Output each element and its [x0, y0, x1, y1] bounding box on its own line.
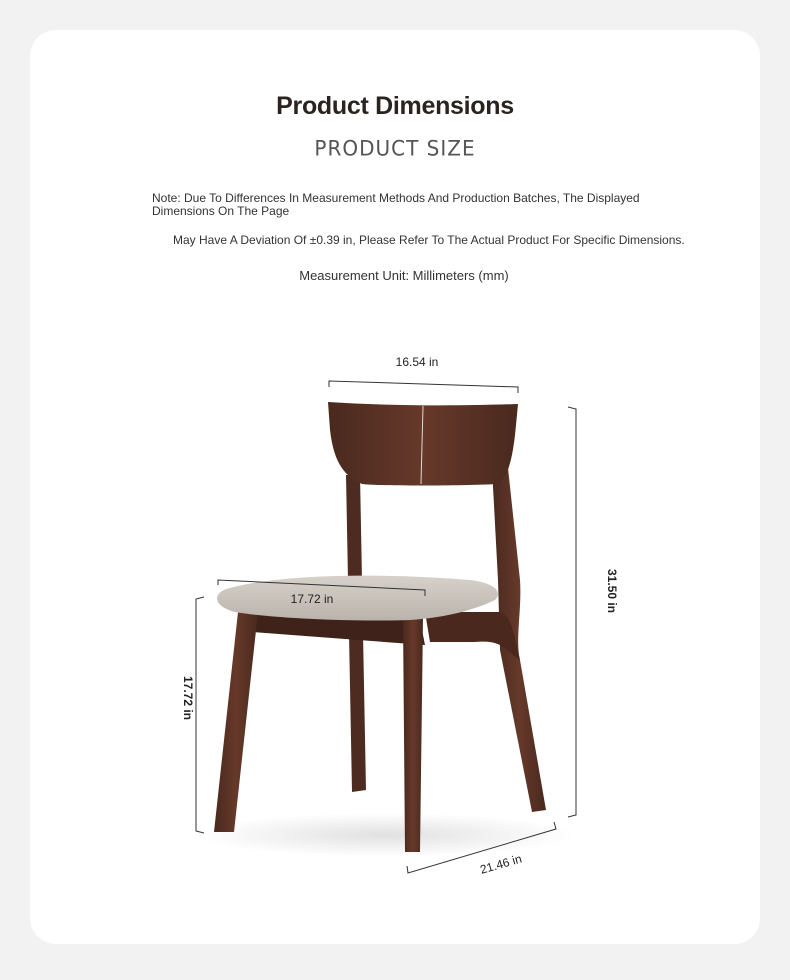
seat-height-line: [196, 597, 204, 833]
front-right-leg: [403, 618, 423, 852]
backrest-width-label: 16.54 in: [395, 355, 439, 369]
total-height-label: 31.50 in: [605, 568, 619, 614]
seat-height-label: 17.72 in: [181, 675, 195, 721]
total-height-line: [568, 407, 576, 817]
measurement-unit: Measurement Unit: Millimeters (mm): [299, 268, 509, 283]
chair-illustration: [214, 402, 546, 852]
chair-shadow: [195, 813, 575, 857]
front-left-leg: [214, 612, 258, 832]
note-line-1: Note: Due To Differences In Measurement Methods And Production Batches, The Displayed Dimensions On The Page: [152, 191, 640, 218]
note-line-2: May Have A Deviation Of ±0.39 in, Please Refer To The Actual Product For Specific Dimensions.: [173, 233, 685, 247]
depth-label: 21.46 in: [478, 851, 524, 877]
backrest-width-line: [329, 381, 518, 393]
page-title: Product Dimensions: [276, 92, 514, 120]
seat-width-label: 17.72 in: [290, 592, 334, 606]
page-subtitle: PRODUCT SIZE: [314, 135, 476, 161]
